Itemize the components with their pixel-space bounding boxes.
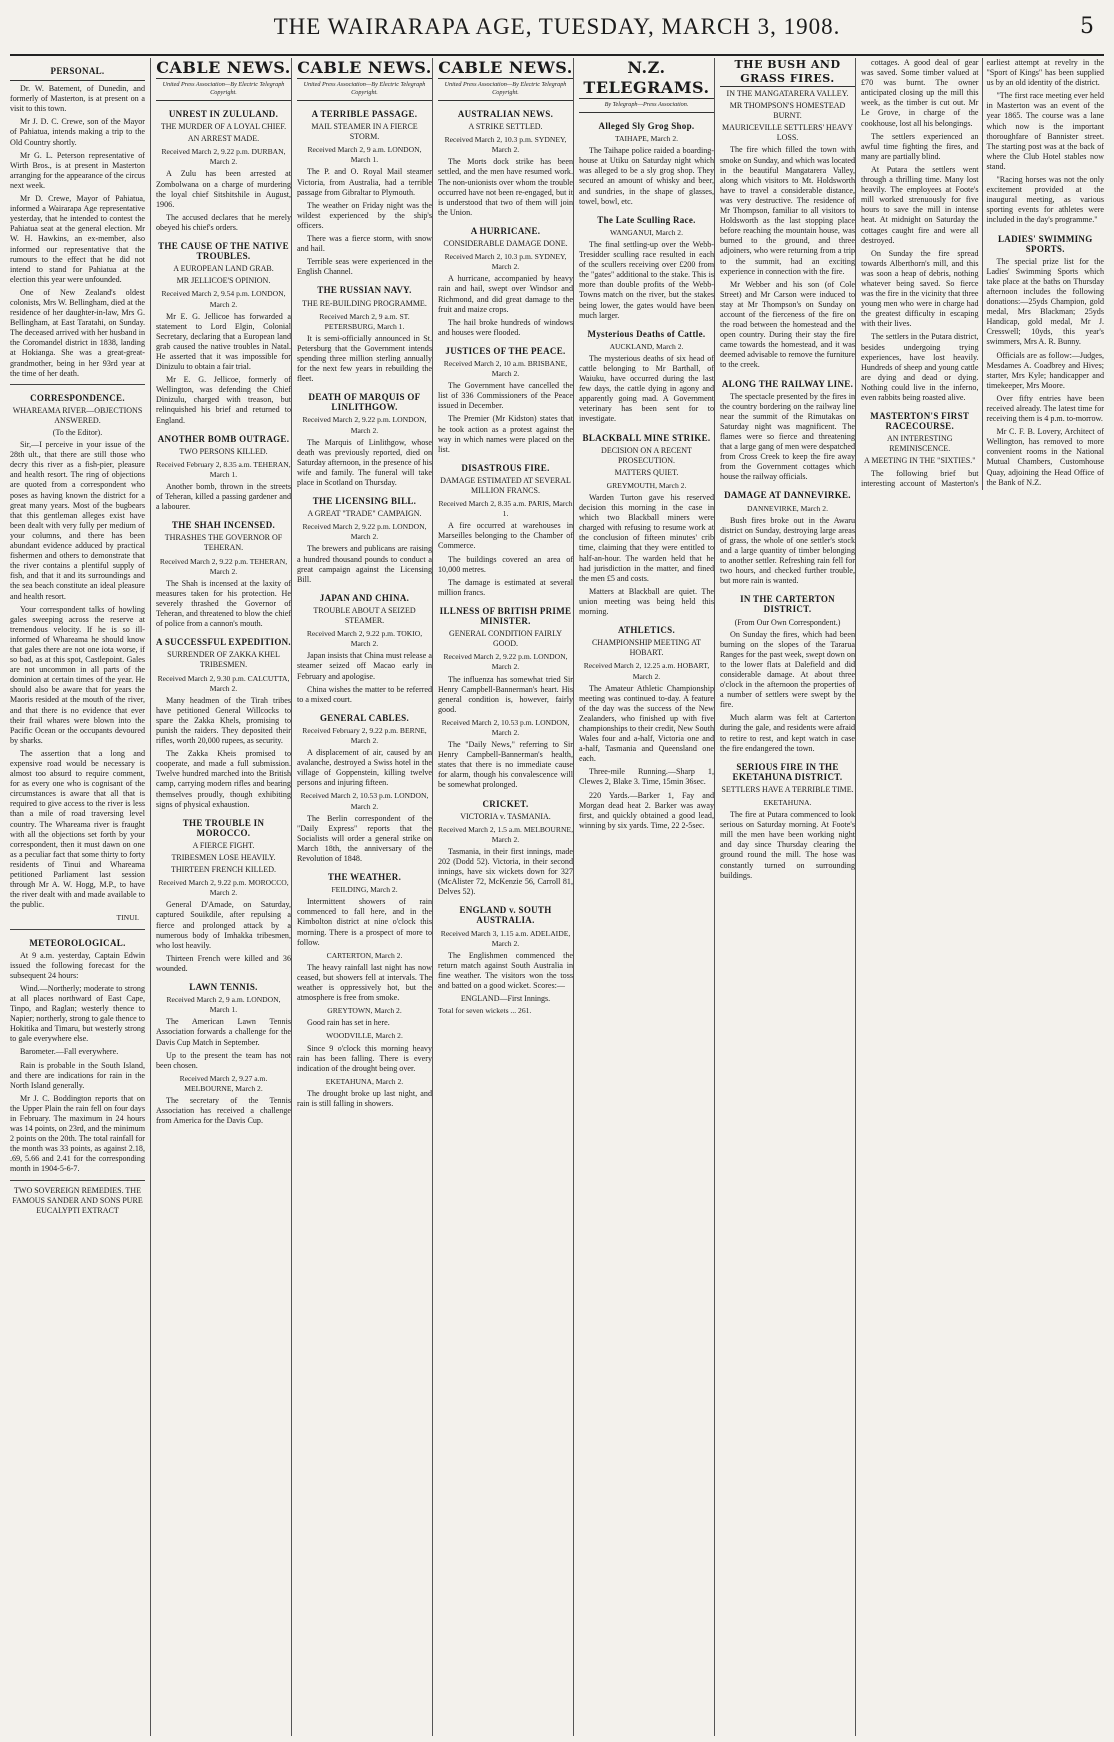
dateline: Received March 2, 9.30 p.m. CALCUTTA, March 2. <box>157 673 290 693</box>
article-headline: A TERRIBLE PASSAGE. <box>311 109 418 119</box>
article-headline: THE WEATHER. <box>327 872 402 883</box>
paragraph: On Sunday the fire spread towards Alberthorn's mill, and this was soon a heap of debris, nothing whatever being saved. So fierce was the fire in the vicinity that three young men who were in charge had the greatest difficulty in escaping with their lives. <box>861 248 979 329</box>
column-continued <box>855 58 1104 1736</box>
paragraph: Tasmania, in their first innings, made 202 (Dodd 52). Victoria, in their second innings, have six wickets down for 327 (McAlister 72, McKenzie 56, Carroll 81, Delves 52). <box>438 846 573 897</box>
paragraph: Rain is probable in the South Island, and there are indications for rain in the North Island generally. <box>10 1060 145 1090</box>
masthead <box>10 8 1104 56</box>
paragraph: Mr J. D. C. Crewe, son of the Mayor of Pahiatua, intends making a trip to the Old Country shortly. <box>10 117 145 147</box>
article-headline: ILLNESS OF BRITISH PRIME MINISTER. <box>439 605 572 627</box>
paragraph: One of New Zealand's oldest colonists, Mrs W. Bellingham, died at the residence of her daughter-in-law, Mrs G. Bellingham, at East Taratahi, on Sunday. The deceased arrived with her husband in the Coromandel district in 1838, landing at Hokianga. She was a great-great-grandmother, being in her 93rd year at the time of her death. <box>10 287 145 378</box>
paragraph: Your correspondent talks of howling gales sweeping across the reserve at tremendous velocity. If he is so ill-informed of Whareama he should know that gales there are not one iota worse, if so bad, as at this spot, Castlepoint. Gales are not uncommon in all parts of the dominion at certain times of the year. He should also be aware that for years the Maoris resided at the mouth of the river, and that there is no evidence that ever their frail whares were blown into the Pacific Ocean or the occupants devoured by sharks. <box>10 604 145 745</box>
paragraph: A fire occurred at warehouses in Marseilles belonging to the Chamber of Commerce. <box>438 521 573 551</box>
paragraph: There was a fierce storm, with snow and hail. <box>297 234 432 254</box>
paragraph: Thirteen French were killed and 36 wounded. <box>156 953 291 973</box>
dateline: Received March 3, 1.15 a.m. ADELAIDE, March 2. <box>440 928 571 948</box>
paragraph: The weather on Friday night was the wildest experienced by the ship's officers. <box>297 200 432 230</box>
dateline: Received March 2, 9.27 a.m. MELBOURNE, March 2. <box>179 1073 268 1093</box>
paragraph: The fire which filled the town with smoke on Sunday, and which was located in the beautiful Mangatarera Valley, along which visitors to Mt. Holdsworth have to travel a considerable distance, was very destructive. The residence of Mr Thompson, familiar to all visitors to Holdsworth as the last stopping place before reaching the mountain house, was burned to the ground, and three adjoiners, who were returning from a trip to the summit, had an exciting experience in connection with the fire. <box>720 145 855 276</box>
dateline: Received March 2, 12.25 a.m. HOBART, March 2. <box>583 661 710 681</box>
article-subheading: MAURICEVILLE SETTLERS' HEAVY LOSS. <box>721 123 854 143</box>
article-subheading: A STRIKE SETTLED. <box>468 122 543 132</box>
article-headline: IN THE CARTERTON DISTRICT. <box>740 594 835 615</box>
dateline: Received March 2, 10.3 p.m. SYDNEY, March 2. <box>444 252 567 272</box>
article-headline: ALONG THE RAILWAY LINE. <box>721 378 854 389</box>
article-headline: A HURRICANE. <box>470 225 541 236</box>
column-cable-news-1 <box>150 58 291 1736</box>
article-subheading: IN THE MANGATARERA VALLEY. <box>726 89 849 98</box>
paragraph: Three-mile Running.—Sharp 1, Clewes 2, Blake 3. Time, 15min 36sec. <box>579 767 714 787</box>
paragraph: The Amateur Athletic Championship meeting was continued to-day. A feature of the day was the success of the New Zealanders, who finished up with five championships to their credit, New South Wales four and a-half, Victoria one and a-half, Tasmania and Queensland one each. <box>579 683 714 764</box>
paragraph: The accused declares that he merely obeyed his chief's orders. <box>156 212 291 232</box>
paragraph: Another bomb, thrown in the streets of Teheran, killed a passing gardener and a labourer. <box>156 482 291 512</box>
paragraph: "The first race meeting ever held in Masterton was an event of the year 1865. The course was a lane which now is the important thoroughfare of Bannister street. The starting post was at the back of where the Club Hotel stables now stand. <box>986 91 1104 171</box>
continued-body <box>861 58 1104 490</box>
paragraph: Mr D. Crewe, Mayor of Pahiatua, informed a Wairarapa Age representative yesterday, that he intended to contest the Pahiatua seat at the general election. Mr W. H. Hawkins, an ex-member, also informed our representative that the rumours to the effect that he did not intend to stand for Pahiatua at the election this year were unfounded. <box>10 194 145 284</box>
paragraph: Dr. W. Batement, of Dunedin, and formerly of Masterton, is at present on a visit to this town. <box>10 84 145 114</box>
section-heading-meteorological: METEOROLOGICAL. <box>29 937 126 948</box>
dateline: GREYMOUTH, March 2. <box>606 480 687 490</box>
paragraph: The P. and O. Royal Mail steamer Victoria, from Australia, had a terrible passage from Gibraltar to Plymouth. <box>297 167 432 197</box>
dateline: Received March 2, 1.5 a.m. MELBOURNE, March 2. <box>438 824 573 844</box>
paragraph: "Racing horses was not the only excitement provided at the inaugural meeting, as various sporting events for athletes were included in the day's programme." <box>986 175 1104 225</box>
article-subheading: MR JELLICOE'S OPINION. <box>176 276 271 286</box>
paragraph: Over fifty entries have been received already. The latest time for receiving them is 4 p.m. to-morrow. <box>986 393 1104 424</box>
credit-line: United Press Association—By Electric Telegraph Copyright. <box>438 81 573 101</box>
paragraph: The assertion that a long and expensive road would be necessary is almost too absurd to require comment, for as every one who is cognisant of the circumstances is aware that all that is required to give access to the river is less than a mile of road traversing level country. The Whareama river is fraught with all the objections set forth by your correspondent, then it must dawn on one as a peculiar fact that some thirty to forty residents of Tinui and Whareama petitioned Parliament last session through Mr A. W. Hogg, M.P., to have the river dealt with and made available to the public. <box>10 748 145 910</box>
paragraph: The Zakka Kheis promised to cooperate, and made a full submission. Twelve hundred marched into the British camp, carrying modern rifles and bearing themselves proudly, though exhibiting signs of physical exhaustion. <box>156 749 291 809</box>
column-title: CABLE NEWS. <box>438 58 573 77</box>
dateline: Received March 2, 9.22 p.m. LONDON, March 2. <box>302 522 427 542</box>
dateline: Received March 2, 9.22 p.m. TEHERAN, March 2. <box>159 556 288 576</box>
article-headline: THE CAUSE OF THE NATIVE TROUBLES. <box>158 241 289 262</box>
paragraph: The spectacle presented by the fires in the country bordering on the railway line near the summit of the Rimutakas on Saturday night was magnificent. The flames were so fierce and threatening that a large gang of men were despatched from Cross Creek to keep the fire away from the Government cottages which house the railway officials. <box>720 391 855 482</box>
article-subheading: (From Our Own Correspondent.) <box>734 617 841 627</box>
paragraph: The final settling-up over the Webb-Tresidder sculling race resulted in each of the scullers receiving over £200 from the "gates" additional to the stake. This is more than double profits of the Webb-Towns match on the river, but the stakes being lower, the gates would have been much larger. <box>579 239 714 320</box>
paragraph: The settlers experienced an awful time fighting the fires, and many are partially blind. <box>861 131 979 161</box>
paragraph: At 9 a.m. yesterday, Captain Edwin issued the following forecast for the subsequent 24 hours: <box>10 950 145 980</box>
paragraph: Barometer.—Fall everywhere. <box>20 1047 119 1057</box>
dateline: Received March 2, 10.53 p.m. LONDON, March 2. <box>441 717 570 737</box>
divider <box>10 384 145 385</box>
article-subheading: THE RE-BUILDING PROGRAMME. <box>302 298 427 308</box>
dateline: Received March 2, 9.22 p.m. DURBAN, March 2. <box>161 147 286 167</box>
article-headline: ATHLETICS. <box>617 625 676 636</box>
article-subheading: GENERAL CONDITION FAIRLY GOOD. <box>449 629 562 649</box>
paragraph: Much alarm was felt at Carterton during the gale, and residents were afraid to retire to rest, and kept watch in case the fire endangered the town. <box>720 713 855 753</box>
dateline: FEILDING, March 2. <box>331 885 398 895</box>
column-title: THE BUSH AND GRASS FIRES. <box>720 58 855 87</box>
article-headline: THE TROUBLE IN MOROCCO. <box>182 817 265 838</box>
article-subheading: AN INTERESTING REMINISCENCE. <box>886 434 953 454</box>
dateline: TAIHAPE, March 2. <box>614 134 679 144</box>
credit-line: By Telegraph—Press Association. <box>579 101 714 113</box>
paragraph: The drought broke up last night, and rain is still falling in showers. <box>297 1088 432 1108</box>
paragraph: Since 9 o'clock this morning heavy rain has been falling. There is every indication of the drought being over. <box>297 1043 432 1073</box>
paragraph: The American Lawn Tennis Association forwards a challenge for the Davis Cup Match in September. <box>156 1017 291 1047</box>
paragraph: The special prize list for the Ladies' Swimming Sports which take place at the baths on Thursday afternoon includes the following donations:—25yds Champion, gold medal, Mrs Blackman; 25yds Handicap, gold medal, Mr J. Cresswell; 10yds, this year's swimmers, Mrs A. R. Bunny. <box>986 256 1104 347</box>
dateline: AUCKLAND, March 2. <box>609 341 684 351</box>
paragraph: A Zulu has been arrested at Zombolwana on a charge of murdering the loyal chief Sitshitshile in August, 1906. <box>156 169 291 209</box>
article-subheading: TWO PERSONS KILLED. <box>179 446 268 456</box>
article-subheading: THE MURDER OF A LOYAL CHIEF. <box>160 122 287 132</box>
article-headline: THE SHAH INCENSED. <box>171 520 276 531</box>
section-heading-correspondence: CORRESPONDENCE. <box>30 392 125 403</box>
dateline: Received March 2, 10.3 p.m. SYDNEY, March 2. <box>444 135 567 155</box>
dateline: Received March 2, 10.53 p.m. LONDON, March 2. <box>300 791 429 811</box>
article-headline: THE LICENSING BILL. <box>312 496 417 507</box>
paragraph: Sir,—I perceive in your issue of the 28th ult., that there are still those who decry this river as a fish-pier, pleasure and health resort. The ring of objections are quoted from a correspondent who poses as having known the district for a great many years. Most of the bugbears that this gentleman alleges exist have been dealt with very fully per medium of your columns, and there has been abundant evidence adduced by practical fishermen and others to demonstrate that the river contains a plentiful supply of fish, and that it and its surroundings and the sea beach constitute an ideal pleasure and health resort. <box>10 440 145 601</box>
dateline: DANNEVIRKE, March 2. <box>747 503 828 513</box>
paragraph: The Marquis of Linlithgow, whose death was previously reported, died on Saturday afternoon, in the presence of his wife and family. The funeral will take place in Scotland on Thursday. <box>297 437 432 487</box>
paragraph: The heavy rainfall last night has now ceased, but showers fell at intervals. The weather is oppressively hot, but the atmosphere is free from smoke. <box>297 962 432 1003</box>
article-subheading: TRIBESMEN LOSE HEAVILY. <box>171 853 276 862</box>
column-cable-news-2 <box>291 58 432 1736</box>
article-headline: DEATH OF MARQUIS OF LINLITHGOW. <box>308 392 421 413</box>
paragraph: At Putara the settlers went through a thrilling time. Many lost heavily. The employees at Foote's mill worked strenuously for five hours to save the mill in intense heat. At midnight on Saturday the cottages caught fire and were all destroyed. <box>861 164 979 245</box>
paragraph: Intermittent showers of rain commenced to fall here, and in the Kimbolton district at nine o'clock this morning. There is a prospect of more to follow. <box>297 897 432 947</box>
dateline: WANGANUI, March 2. <box>610 227 683 237</box>
paragraph: Mr E. G. Jellicoe, formerly of Wellington, was defending the Chief Dinizulu, charged with treason, but relinquished his brief and returned to England. <box>156 375 291 425</box>
paragraph: The influenza has somewhat tried Sir Henry Campbell-Bannerman's heart. His general condition is, however, fairly good. <box>438 674 573 714</box>
paragraph: The buildings covered an area of 10,000 metres. <box>438 554 573 574</box>
article-headline: BLACKBALL MINE STRIKE. <box>582 432 711 443</box>
paragraph: Officials are as follow:—Judges, Mesdames A. Coadbrey and Hives; starter, Mrs Kyle; handicapper and timekeeper, Mrs Moore. <box>986 350 1104 390</box>
dateline: Received February 2, 9.22 p.m. BERNE, March 2. <box>302 725 427 745</box>
article-headline: THE RUSSIAN NAVY. <box>317 285 412 296</box>
article-headline: DAMAGE AT DANNEVIRKE. <box>724 490 851 501</box>
paragraph: The Morts dock strike has been settled, and the men have resumed work. The non-unionists over whom the trouble occurred have not been re-engaged, but it is understood that two of them will join the Union. <box>438 157 573 217</box>
article-subheading: MATTERS QUIET. <box>614 467 679 477</box>
paragraph: Bush fires broke out in the Awaru district on Sunday, destroying large areas of grass, the whole of one settler's stock and a large quantity of timber belonging to another settler. Refreshing rain fell for two hours, and checked further trouble, but more rain is wanted. <box>720 515 855 586</box>
section-heading-personal: PERSONAL. <box>10 66 145 81</box>
article-headline: SERIOUS FIRE IN THE EKETAHUNA DISTRICT. <box>732 761 843 782</box>
article-subheading: WHAREAMA RIVER—OBJECTIONS ANSWERED. <box>12 405 143 425</box>
column-title: N.Z. TELEGRAMS. <box>579 58 714 99</box>
paragraph: The settlers in the Putara district, besides undergoing trying experiences, have lost heavily. Hundreds of sheep and young cattle are dying and dead or dying. Nothing could live in the inferno, even rabbits being roasted alive. <box>861 332 979 402</box>
paragraph: The Government have cancelled the list of 336 Commissioners of the Peace issued in December. <box>438 381 573 411</box>
article-headline: MASTERTON'S FIRST RACECOURSE. <box>870 411 970 432</box>
paragraph: Up to the present the team has not been chosen. <box>156 1050 291 1070</box>
paragraph: cottages. A good deal of gear was saved. Some timber valued at £70 was burnt. The owner anticipated closing up the mill this week, as the timber is cut out. Mr Le Grove, in charge of the cookhouse, lost all his belongings. <box>861 58 979 128</box>
credit-line: United Press Association—By Electric Telegraph Copyright. <box>156 81 291 101</box>
article-subheading: A EUROPEAN LAND GRAB. <box>173 264 274 274</box>
article-subheading: (To the Editor). <box>52 428 103 437</box>
article-subheading: A FIERCE FIGHT. <box>192 840 255 850</box>
column-bush-fires <box>714 58 855 1736</box>
paragraph: The hail broke hundreds of windows and houses were flooded. <box>438 317 573 337</box>
paragraph: The mysterious deaths of six head of cattle belonging to Mr Barthall, of Waiuku, have occurred during the last few days, the cattle dying in agony and apparently going mad. A Government veterinary has been sent for to investigate. <box>579 353 714 424</box>
article-headline: AUSTRALIAN NEWS. <box>457 109 554 119</box>
article-subheading: THIRTEEN FRENCH KILLED. <box>170 865 277 875</box>
article-subheading: VICTORIA v. TASMANIA. <box>460 811 551 821</box>
divider <box>10 929 145 930</box>
paragraph: A hurricane, accompanied by heavy rain and hail, swept over Windsor and Richmond, and did great damage to the fruit and maize crops. <box>438 274 573 314</box>
article-headline: ENGLAND v. SOUTH AUSTRALIA. <box>459 905 552 926</box>
dateline: Received March 2, 9 a.m. LONDON, March 1. <box>166 995 281 1015</box>
article-subheading: A GREAT "TRADE" CAMPAIGN. <box>307 509 422 519</box>
paragraph: The following brief but interesting account of Masterton's earliest attempt at revelry in the "Sport of Kings" has been supplied us by an old identity of the district. <box>861 58 1104 488</box>
article-subheading: TROUBLE ABOUT A SEIZED STEAMER. <box>313 605 416 626</box>
dateline: Received March 2, 9.22 p.m. TOKIO, March 2. <box>306 629 423 649</box>
paragraph: Many headmen of the Tirah tribes have petitioned General Willcocks to spare the Zakka Khels, promising to punish the raiders. They deposited their rifles, worth 20,000 rupees, as security. <box>156 695 291 746</box>
score-heading: ENGLAND—First Innings. <box>460 994 551 1004</box>
article-subheading: THRASHES THE GOVERNOR OF TEHERAN. <box>164 533 283 553</box>
columns <box>10 58 1104 1736</box>
column-nz-telegrams <box>573 58 714 1736</box>
article-subheading: MAIL STEAMER IN A FIERCE STORM. <box>311 122 418 142</box>
paragraph: The Berlin correspondent of the "Daily Express" reports that the Socialists will order a general strike on March 18th, the anniversary of the Revolution of 1848. <box>297 813 432 863</box>
divider <box>10 1180 145 1181</box>
paragraph: The Premier (Mr Kidston) states that he took action as a protest against the way in which names were placed on the list. <box>438 414 573 454</box>
paragraph: Mr E. G. Jellicoe has forwarded a statement to Lord Elgin, Colonial Secretary, declaring that a European land grab caused the native troubles in Natal. He asserted that it was impossible for Dinizulu to obtain a fair trial. <box>156 311 291 372</box>
paragraph: Good rain has set in here. <box>307 1018 390 1028</box>
dateline: Received March 2, 9 a.m. LONDON, March 1. <box>307 145 422 165</box>
paragraph: Wind.—Northerly; moderate to strong at all places northward of East Cape, Tinpo, and Raglan; westerly thence to Napier; northerly, strong to gale thence to Hokitika and Timaru, but westerly strong to gale everywhere else. <box>10 983 145 1044</box>
article-headline: Mysterious Deaths of Cattle. <box>587 328 706 339</box>
article-headline: A SUCCESSFUL EXPEDITION. <box>156 637 291 648</box>
score-total: Total for seven wickets ... 261. <box>438 1006 532 1016</box>
paragraph: Mr G. L. Peterson representative of Wirth Bros., is at present in Masterton arranging for the appearance of the circus next week. <box>10 150 145 190</box>
article-subheading: DAMAGE ESTIMATED AT SEVERAL MILLION FRANCS. <box>440 475 571 495</box>
article-subheading: SETTLERS HAVE A TERRIBLE TIME. <box>721 784 854 794</box>
article-subheading: CONSIDERABLE DAMAGE DONE. <box>443 239 568 249</box>
column-personal <box>10 58 145 1736</box>
paragraph: The fire at Putara commenced to look serious on Saturday morning. At Foote's mill the men have been working night and day since Thursday clearing the ground round the mill. The hose was constantly turned on surrounding buildings. <box>720 810 855 880</box>
dateline: Received March 2, 10 a.m. BRISBANE, March 2. <box>443 358 568 379</box>
masthead-title: THE WAIRARAPA AGE, TUESDAY, MARCH 3, 1908. <box>273 14 841 39</box>
paragraph: A displacement of air, caused by an avalanche, destroyed a Swiss hotel in the village of Goppenstein, killing twelve persons and injuring fifteen. <box>297 748 432 788</box>
page-number: 5 <box>1080 14 1094 39</box>
column-title: CABLE NEWS. <box>297 58 432 77</box>
paragraph: Mr J. C. Boddington reports that on the Upper Plain the rain fell on four days in February. The maximum in 24 hours was 14 points, on 23rd, and the minimum 2 points on the 20th. The total rainfall for the month was 33 points, as against 2.18, .69, 5.66 and 2.41 for the corresponding month in 1904-5-6-7. <box>10 1093 145 1174</box>
dateline: GREYTOWN, March 2. <box>327 1006 402 1016</box>
paragraph: Terrible seas were experienced in the English Channel. <box>297 257 432 277</box>
column-title: CABLE NEWS. <box>156 58 291 77</box>
paragraph: 220 Yards.—Barker 1, Fay and Morgan dead heat 2. Barker was away first, and quickly obtained a good lead, winning by six yards. Time, 22 2-5sec. <box>579 790 714 830</box>
paragraph: Japan insists that China must release a steamer seized off Macao early in February and apologise. <box>297 651 432 681</box>
paragraph: Mr Webber and his son (of Cole Street) and Mr Carson were induced to stay at Mr Thompson's on Sunday on account of the fierceness of the fire on the road between the homestead and the open country. During their stay the fire came towards the homestead, and it was deemed advisable to remove the furniture to the creek. <box>720 279 855 370</box>
paragraph: The Englishmen commenced the return match against South Australia in fine weather. The visitors won the toss and batted on a good wicket. Scores:— <box>438 950 573 991</box>
paragraph: China wishes the matter to be referred to a mixed court. <box>297 684 432 704</box>
article-headline: The Late Sculling Race. <box>597 214 696 225</box>
article-headline: CRICKET. <box>482 798 529 809</box>
article-headline: JUSTICES OF THE PEACE. <box>445 345 566 356</box>
dateline: Received March 2, 9.22 p.m. MOROCCO, March 2. <box>158 878 289 898</box>
paragraph: The brewers and publicans are raising a hundred thousand pounds to conduct a great campaign against the Licensing Bill. <box>297 544 432 584</box>
dateline: WOODVILLE, March 2. <box>326 1031 403 1041</box>
dateline: EKETAHUNA. <box>763 798 812 807</box>
article-headline: Alleged Sly Grog Shop. <box>598 121 695 131</box>
paragraph: The secretary of the Tennis Association has received a challenge from America for the Davis Cup. <box>156 1095 291 1126</box>
paragraph: The "Daily News," referring to Sir Henry Campbell-Bannerman's health, states that there is no immediate cause for alarm, though his convalescence will be somewhat prolonged. <box>438 740 573 790</box>
paragraph: On Sunday the fires, which had been burning on the slopes of the Tararua Ranges for the past week, swept down on to the lower flats at Dalefield and did considerable damage. At about three o'clock in the afternoon the properties of a number of settlers were swept by the fire. <box>720 629 855 710</box>
dateline: CARTERTON, March 2. <box>326 950 403 960</box>
paragraph: Matters at Blackball are quiet. The union meeting was being held this morning. <box>579 586 714 617</box>
article-headline: LADIES' SWIMMING SPORTS. <box>997 233 1093 254</box>
article-subheading: DECISION ON A RECENT PROSECUTION. <box>601 445 692 465</box>
article-headline: LAWN TENNIS. <box>189 982 258 993</box>
article-subheading: CHAMPIONSHIP MEETING AT HOBART. <box>591 638 702 658</box>
article-subheading: A MEETING IN THE "SIXTIES." <box>864 456 976 466</box>
paragraph: General D'Amade, on Saturday, captured Souikdile, after repulsing a fierce and prolonged attack by a numerous body of Imhakka tribesmen, who lost heavily. <box>156 900 291 950</box>
paragraph: The Taihape police raided a boarding-house at Utiku on Saturday night which was alleged to be a sly grog shop. They secured an amount of whisky and beer, and sundries, in the shape of glasses, towel, bowl, etc. <box>579 146 714 206</box>
article-subheading: MR THOMPSON'S HOMESTEAD BURNT. <box>729 101 846 121</box>
dateline: EKETAHUNA, March 2. <box>325 1076 404 1086</box>
paragraph: The Shah is incensed at the laxity of measures taken for his protection. He severely thrashed the Governor of Teheran, and threatened to blow the chief of police from a cannon's mouth. <box>156 578 291 629</box>
dateline: Received March 2, 9.54 p.m. LONDON, March 2. <box>161 289 286 309</box>
article-subheading: SURRENDER OF ZAKKA KHEL TRIBESMEN. <box>167 650 280 670</box>
credit-line: United Press Association—By Electric Telegraph Copyright. <box>297 81 432 101</box>
dateline: Received March 2, 9.22 p.m. LONDON, March 2. <box>443 652 568 672</box>
article-headline: GENERAL CABLES. <box>319 712 410 723</box>
dateline: Received March 2, 9 a.m. ST. PETERSBURG, March 1. <box>319 311 410 331</box>
article-headline: DISASTROUS FIRE. <box>461 462 550 473</box>
advertisement-heading: TWO SOVEREIGN REMEDIES. THE FAMOUS SANDER AND SONS PURE EUCALYPTI EXTRACT <box>12 1185 143 1215</box>
paragraph: The damage is estimated at several million francs. <box>438 577 573 597</box>
dateline: Received February 2, 8.35 a.m. TEHERAN, March 1. <box>156 459 291 479</box>
signoff: TINUI. <box>116 913 139 923</box>
dateline: Received March 2, 9.22 p.m. LONDON, March 2. <box>302 415 427 435</box>
article-subheading: AN ARREST MADE. <box>187 134 260 144</box>
paragraph: Warden Turton gave his reserved decision this morning in the case in which two Blackball miners were charged with refusing to resume work at the conclusion of fifteen minutes' crib time, claiming that they were entitled to half-an-hour. The warden held that he had jurisdiction in the matter, and fined the men £5 and costs. <box>579 493 714 583</box>
paragraph: It is semi-officially announced in St. Petersburg that the Government intends spending three million sterling annually for the next few years in rebuilding the fleet. <box>297 333 432 384</box>
article-headline: ANOTHER BOMB OUTRAGE. <box>157 433 290 444</box>
article-headline: JAPAN AND CHINA. <box>319 592 410 603</box>
column-cable-news-3 <box>432 58 573 1736</box>
dateline: Received March 2, 8.35 a.m. PARIS, March 1. <box>438 499 573 519</box>
article-headline: UNREST IN ZULULAND. <box>168 109 279 119</box>
paragraph: Mr C. F. B. Lovery, Architect of Wellington, has removed to more convenient rooms in the National Mutual Chambers, Customhouse Quay, adjoining the Head Office of the Bank of N.Z. <box>986 427 1104 487</box>
